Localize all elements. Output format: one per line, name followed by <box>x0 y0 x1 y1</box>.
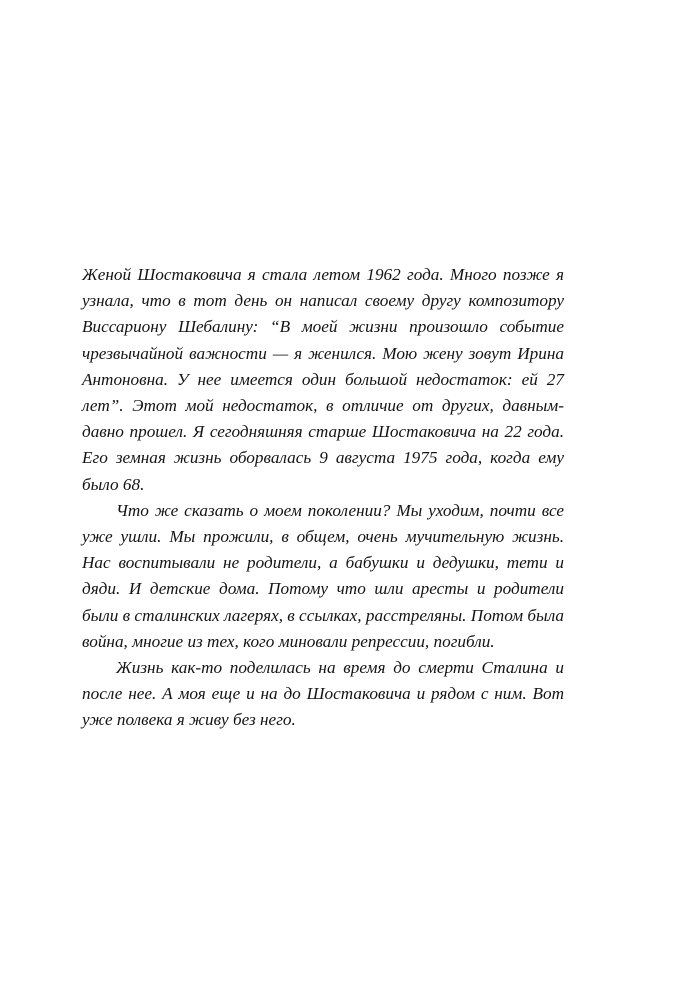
paragraph-1: Женой Шостаковича я стала летом 1962 года. Много позже я узнала, что в тот день он написал своему другу композитору Виссариону Шебалину: “В моей жизни произошло событие чрезвычайной важности — я женился. Мою жену зовут Ирина Антоновна. У нее имеется один большой недостаток: ей 27 лет”. Этот мой недостаток, в отличие от других, давным-давно прошел. Я сегодняшняя старше Шостаковича на 22 года. Его земная жизнь оборвалась 9 августа 1975 года, когда ему было 68. <box>82 265 564 494</box>
page-text-block <box>82 262 564 734</box>
paragraph-2: Что же сказать о моем поколении? Мы уходим, почти все уже ушли. Мы прожили, в общем, очень мучительную жизнь. Нас воспитывали не родители, а бабушки и дедушки, тети и дяди. И детские дома. Потому что шли аресты и родители были в сталинских лагерях, в ссылках, расстреляны. Потом была война, многие из тех, кого миновали репрессии, погибли. <box>82 500 564 651</box>
paragraph-3: Жизнь как-то поделилась на время до смерти Сталина и после нее. А моя еще и на до Шостаковича и рядом с ним. Вот уже полвека я живу без него. <box>82 658 564 730</box>
